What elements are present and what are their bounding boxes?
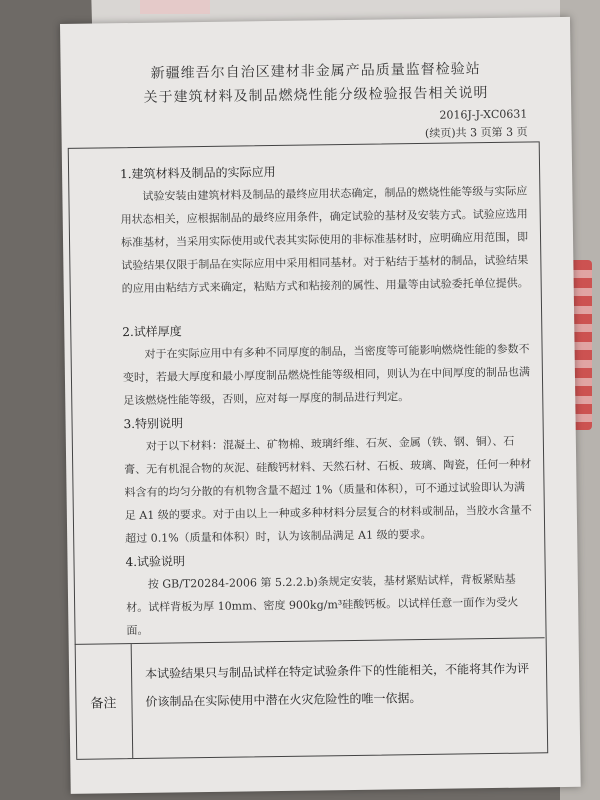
- document-page: [60, 17, 581, 794]
- section-text-3: 对于以下材料：混凝土、矿物棉、玻璃纤维、石灰、金属（铁、钢、铜）、石膏、无有机混合物的灰泥、硅酸钙材料、天然石材、石板、玻璃、陶瓷，任何一种材料含有的均匀分散的有机物含量不超过 1%（质量和体积），可不通过试验即认为满足 A1 级的要求。对于由以上一种或多种材料分层复合的材料或制品，当胶水含量不超过 0.1%（质量和体积）时，认为该制品满足 A1 级的要求。: [124, 434, 532, 546]
- section-text-4: 按 GB/T20284-2006 第 5.2.2.b)条规定安装，基材紧贴试样，背板紧贴基材。试样背板为厚 10mm、密度 900kg/m³硅酸钙板。以试样任意一面作为受火面。: [126, 572, 519, 638]
- page-info: (续页)共 3 页第 3 页: [424, 125, 528, 140]
- report-number: 2016J-J-XC0631: [439, 107, 528, 122]
- section-title-3: 3.特别说明: [123, 416, 184, 432]
- section-text-2: 对于在实际应用中有多种不同厚度的制品，当密度等可能影响燃烧性能的参数不变时，若最大厚度和最小厚度制品燃烧性能等级相同，则认为在中间厚度的制品也满足该燃烧性能等级，否则，应对每一厚度的制品进行判定。: [122, 342, 530, 408]
- org-line: 新疆维吾尔自治区建材非金属产品质量监督检验站: [150, 61, 481, 82]
- remark-row: [75, 637, 547, 759]
- stamp-fragment-top: [140, 0, 210, 14]
- section-title-1: 1.建筑材料及制品的实际应用: [120, 165, 276, 182]
- remark-text: 本试验结果只与制品试样在特定试验条件下的性能相关，不能将其作为评价该制品在实际使用中潜在火灾危险性的唯一依据。: [144, 661, 530, 709]
- document-title: 关于建筑材料及制品燃烧性能分级检验报告相关说明: [143, 85, 489, 106]
- section-title-2: 2.试样厚度: [122, 324, 182, 340]
- section-text-1: 试验安装由建筑材料及制品的最终应用状态确定，制品的燃烧性能等级与实际应用状态相关，应根据制品的最终应用条件，确定试验的基材及安装方式。试验应选用标准基材，当采用实际使用或代表其实际使用的非标准基材时，应明确应用范围，即试验结果仅限于制品在实际应用中采用相同基材。对于粘结于基材的制品，试验结果的应用由粘结方式来确定，粘贴方式和粘接剂的属性、用量等由试验委托单位提供。: [120, 184, 529, 296]
- remark-label: 备注: [75, 644, 134, 759]
- section-title-4: 4.试验说明: [125, 554, 186, 570]
